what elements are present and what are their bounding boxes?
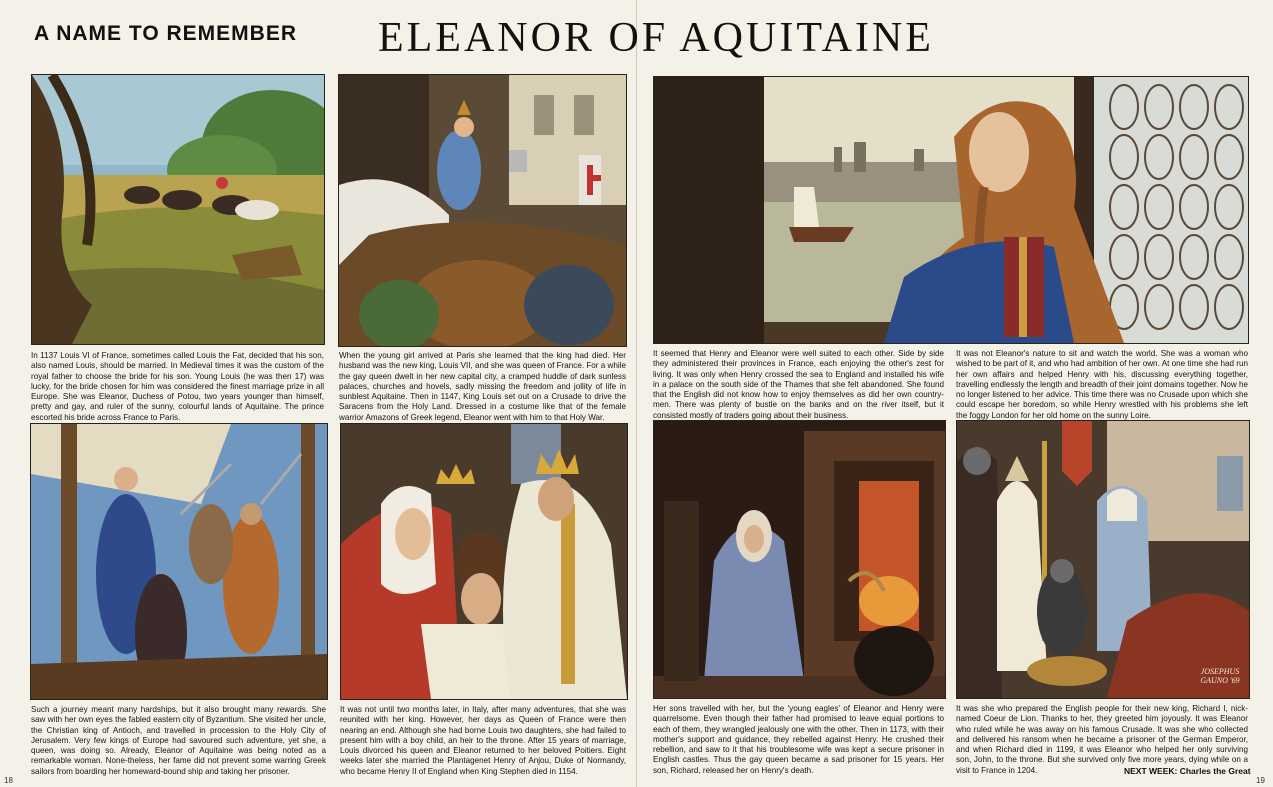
caption-5: Such a journey meant many hardships, but it also brought many rewards. She saw with her own eyes the fabled eastern city of Byzantium. She visited her uncle, the Christian king of Antioch, and travelled in procession to the Holy City of Jerusalem. Very few kings of Europe had savoured such adventure, yet she, a queen, was doing so. Already, Eleanor of Aquitaine was being noted as a remarkable woman. None-theless, her fame did not prevent some warring Greek sailors from boarding her homeward-bound ship and taking her prisoner. — [31, 705, 326, 776]
caption-3: It seemed that Henry and Eleanor were well suited to each other. Side by side they administered their provinces in France, each enjoying the other's zest for living. It was only when Henry crossed the sea to England and installed his wife in a palace on the south side of the Thames that she felt abandoned. She found that the English did not know how to enjoy themselves as did her own country-men. There was plenty of bustle on the banks and on the river itself, but it consisted mostly of traders going about their business. — [653, 349, 944, 420]
caption-6: It was not until two months later, in Italy, after many adventures, that she was reunited with her king. However, her days as Queen of France were then nearing an end. Although she had borne Louis two daughters, she had failed to present him with a boy child, an heir to the throne. After 15 years of marriage, Louis divorced his queen and Eleanor returned to her beloved Poitiers. Eight weeks later she married the Plantagenet Henry of Anjou, Duke of Normandy, who became Henry II of England when King Stephen died in 1154. — [340, 705, 626, 776]
caption-1: In 1137 Louis VI of France, sometimes called Louis the Fat, decided that his son, also named Louis, should be married. In Medieval times it was the custom of the royal father to choose the bride for his son. Young Louis (he was then 17) was lucky, for the bride chosen for him was considered the finest marriage prize in all Europe. She was Eleanor, Duchess of Potou, two years younger than himself, pretty and gay, and ruler of the sunny, colourful lands of Aquitaine. The prince escorted his bride across France to Paris. — [31, 351, 324, 422]
page-title: ELEANOR OF AQUITAINE — [378, 15, 934, 61]
caption-7: Her sons travelled with her, but the 'young eagles' of Eleanor and Henry were quarrelsome. Even though their father had promised to leave equal portions to each of them, they wrangled jealously one with the other. Then in 1173, with their mother's support and guidance, they rebelled against Henry. He crushed their rebellion, and saw to it that his troublesome wife was kept a secure prisoner in English castles. Thus the gay queen became a sad prisoner for 15 years. Her son, Richard, released her on Henry's death. — [653, 704, 944, 775]
series-label: A NAME TO REMEMBER — [34, 22, 298, 45]
caption-8: It was she who prepared the English people for their new king, Richard I, nick-named Coeur de Lion. Thanks to her, they greeted him joyously. It was Eleanor who ruled while he was away on his famous Crusade. It was she who collected and delivered his ransom when he became a prisoner of the German Emperor, and when Richard died in 1199, it was Eleanor who helped her only surviving son, John, to the throne. But she survived only five more years, dying while on a visit to France in 1204. — [956, 704, 1248, 775]
page-number-right: 19 — [1256, 776, 1265, 785]
illustration-window-thames — [653, 76, 1249, 344]
page-number-left: 18 — [4, 776, 13, 785]
illustration-procession — [31, 74, 325, 345]
illustration-ship-boarding — [30, 423, 328, 700]
artist-signature: JOSEPHUS GAUNO '69 — [1200, 667, 1240, 685]
illustration-queen-prisoner — [653, 420, 946, 699]
illustration-coronation — [340, 423, 628, 700]
illustration-arrival-paris — [338, 74, 627, 347]
center-gutter — [636, 0, 637, 787]
next-week-notice: NEXT WEEK: Charles the Great — [1124, 766, 1251, 776]
illustration-ransom — [956, 420, 1250, 699]
caption-2: When the young girl arrived at Paris she learned that the king had died. Her husband was the new king, Louis VII, and she was queen of France. For a while the gay queen dwelt in her new capital city, a cramped huddle of dark sunless palaces, churches and hovels, sadly missing the freedom and jollity of life in sunblest Aquitaine. Then in 1147, King Louis set out on a Crusade to drive the Saracens from the Holy Land. Dressed in a costume like that of the female warrior Amazons of Greek legend, Eleanor went with him to that Holy War. — [339, 351, 626, 422]
caption-4: It was not Eleanor's nature to sit and watch the world. She was a woman who wished to be part of it, and who had ambition of her own. At one time she had run her own affairs and helped Henry with his, discussing everything together, travelling endlessly the length and breadth of their joint domains together. Now he no longer listened to her advice. This time there was no Crusade upon which she could escape her boredom, so while Henry wrestled with his problems she left the foggy London for her old home on the sunny Loire. — [956, 349, 1249, 420]
